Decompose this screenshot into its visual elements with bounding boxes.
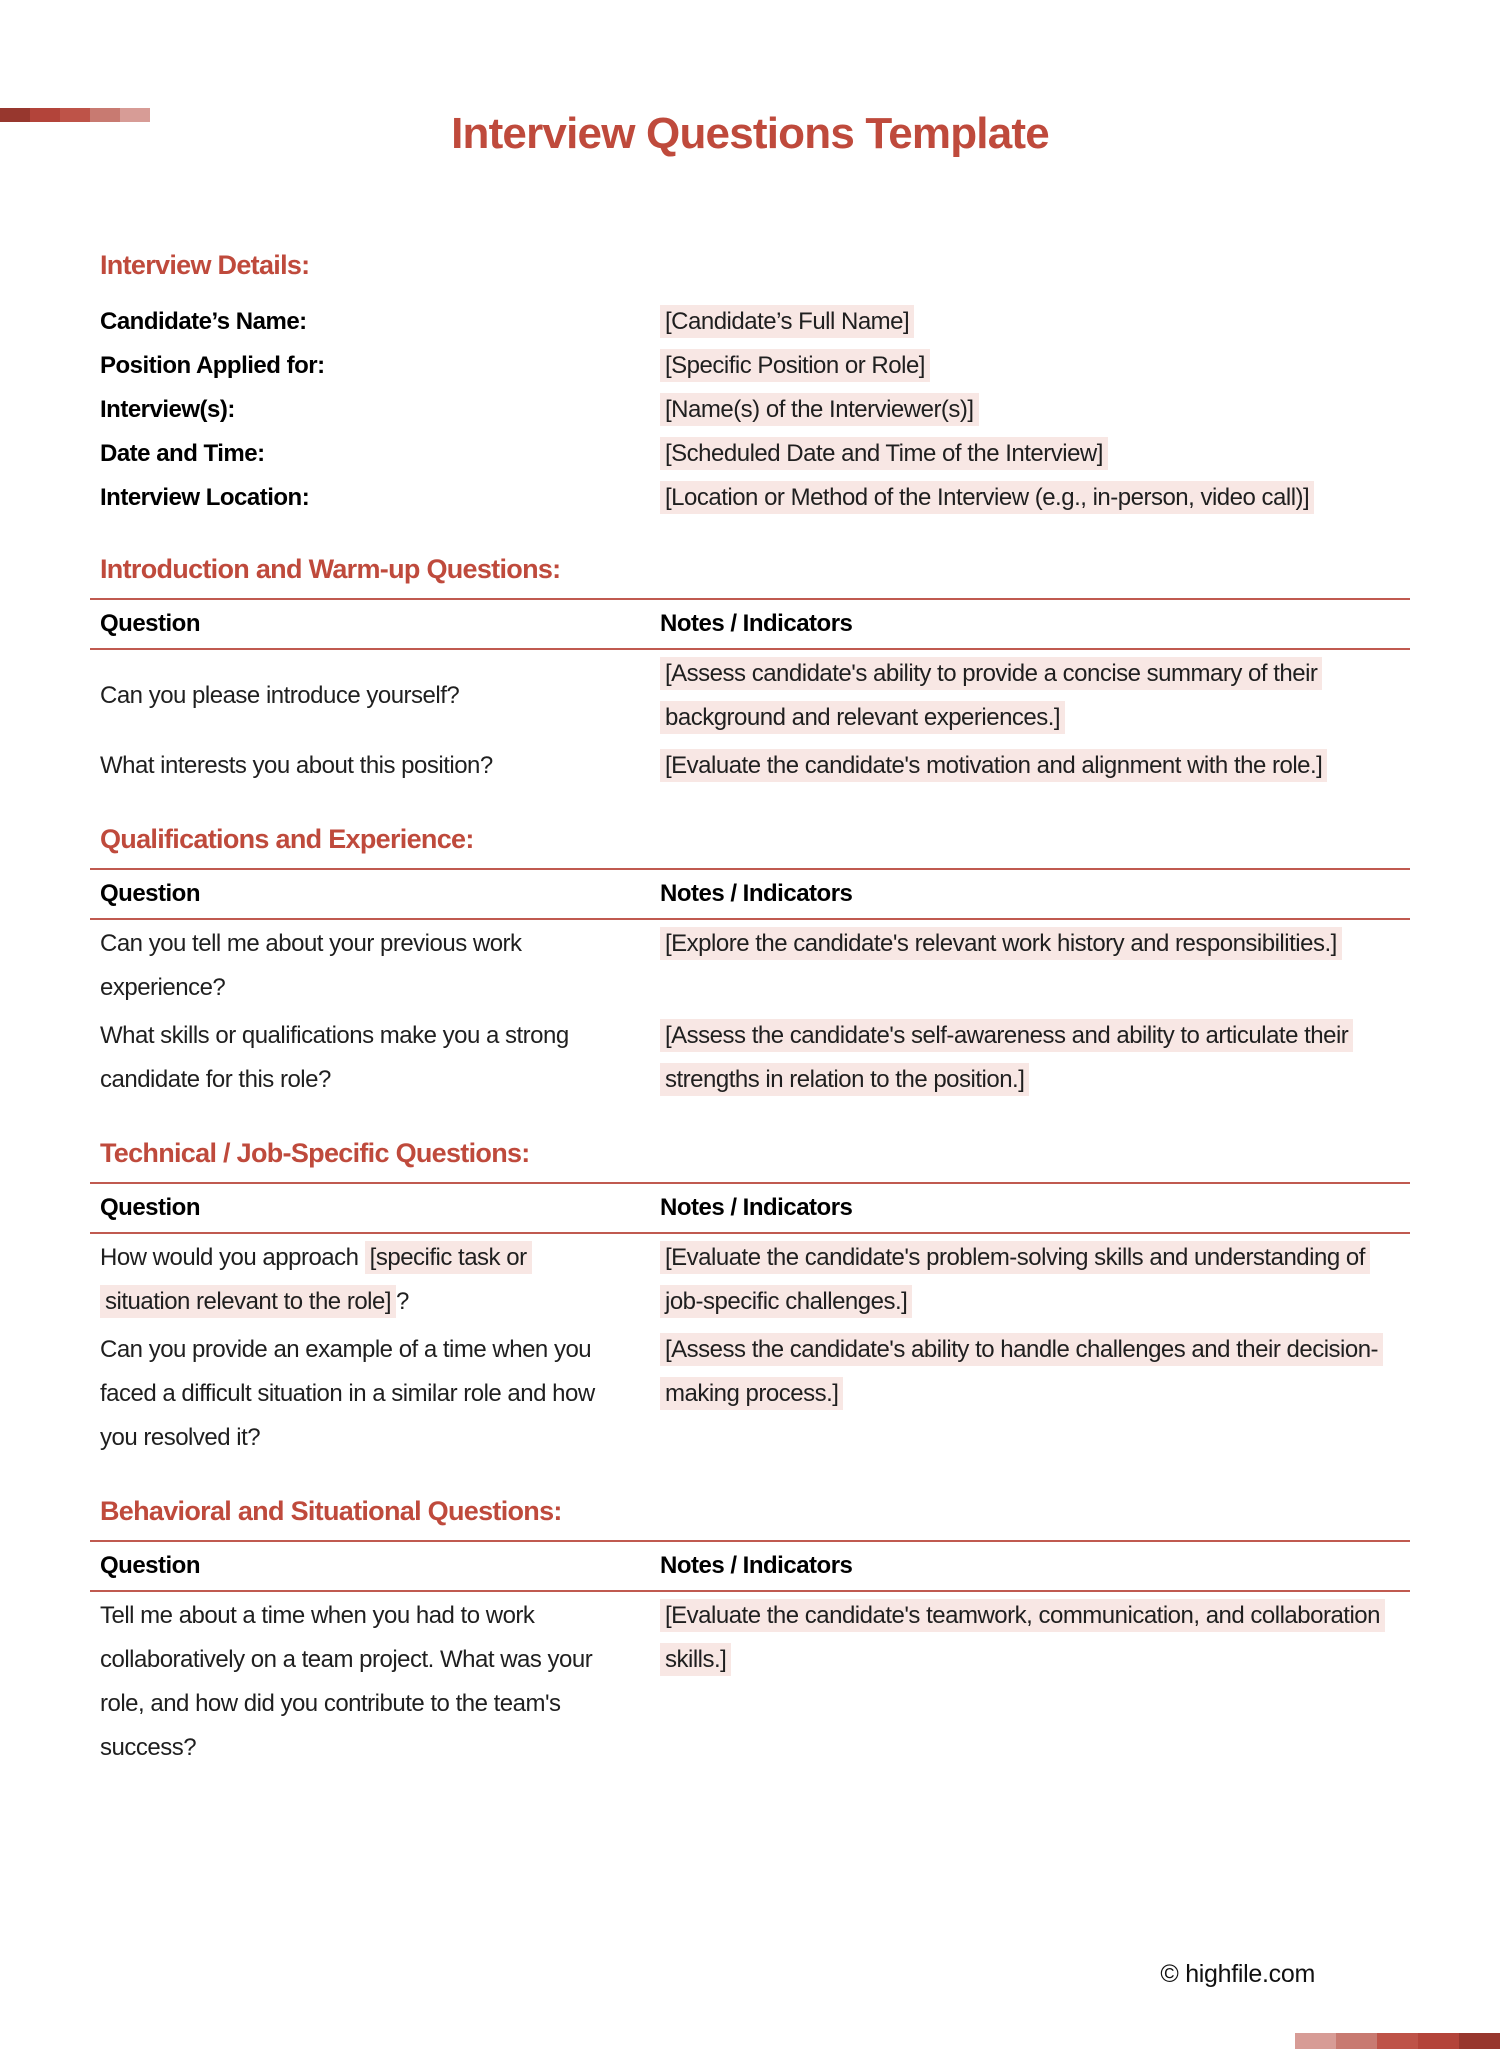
column-header-question: Question (90, 869, 650, 919)
table-row (90, 1326, 1410, 1462)
question-cell (90, 1233, 650, 1326)
strip-square (1377, 2033, 1418, 2049)
footer-copyright: © highfile.com (1160, 1960, 1315, 1988)
question-cell (90, 919, 650, 1012)
table-row (90, 1012, 1410, 1104)
table-row (90, 742, 1410, 790)
details-value (660, 432, 1360, 476)
table-header-row (90, 599, 1410, 649)
column-header-question: Question (90, 1183, 650, 1233)
details-value (660, 300, 1360, 344)
page-content (0, 246, 1500, 1772)
strip-square (90, 108, 120, 122)
strip-square (30, 108, 60, 122)
notes-cell (650, 1233, 1410, 1326)
table-header-row (90, 869, 1410, 919)
section-heading: Technical / Job-Specific Questions: (100, 1138, 530, 1168)
notes-cell (650, 1012, 1410, 1104)
column-header-notes: Notes / Indicators (650, 1541, 1410, 1591)
question-sections (100, 550, 1420, 1772)
question-section (100, 820, 1420, 1104)
question-cell (90, 1326, 650, 1462)
strip-square (1418, 2033, 1459, 2049)
details-label: Candidate’s Name: (100, 308, 307, 335)
questions-table (90, 598, 1410, 790)
details-value (660, 388, 1360, 432)
text-span: What skills or qualifications make you a strong candidate for this role? (100, 1022, 569, 1093)
text-span: ? (396, 1288, 409, 1315)
table-row (90, 1233, 1410, 1326)
highlight-span: [Assess the candidate's self-awareness and ability to articulate their strengths in relation to the position.] (660, 1019, 1353, 1096)
details-row (100, 476, 1420, 520)
details-value-highlight: [Name(s) of the Interviewer(s)] (660, 393, 979, 426)
strip-square (1459, 2033, 1500, 2049)
table-row (90, 649, 1410, 742)
text-span: Can you please introduce yourself? (100, 682, 460, 709)
details-row (100, 432, 1420, 476)
questions-table (90, 1540, 1410, 1772)
notes-cell (650, 742, 1410, 790)
details-heading: Interview Details: (100, 250, 310, 280)
strip-square (0, 108, 30, 122)
decorative-strip-bottom (1295, 2033, 1500, 2049)
details-label: Date and Time: (100, 440, 265, 467)
interview-details-section (100, 246, 1420, 520)
details-row (100, 344, 1420, 388)
text-span: Tell me about a time when you had to work collaboratively on a team project. What was your role, and how did you contribute to the team's success? (100, 1602, 593, 1761)
column-header-notes: Notes / Indicators (650, 869, 1410, 919)
table-header-row (90, 1183, 1410, 1233)
highlight-span: [Evaluate the candidate's problem-solving skills and understanding of job-specific challenges.] (660, 1241, 1370, 1318)
text-span: How would you approach (100, 1244, 365, 1271)
page-title: Interview Questions Template (451, 109, 1049, 158)
text-span: What interests you about this position? (100, 752, 493, 779)
question-section (100, 550, 1420, 790)
question-section (100, 1134, 1420, 1462)
details-value-highlight: [Specific Position or Role] (660, 349, 930, 382)
details-value-highlight: [Location or Method of the Interview (e.g., in-person, video call)] (660, 481, 1314, 514)
column-header-notes: Notes / Indicators (650, 1183, 1410, 1233)
highlight-span: [Assess the candidate's ability to handle challenges and their decision-making process.] (660, 1333, 1383, 1410)
strip-square (60, 108, 90, 122)
details-value (660, 344, 1360, 388)
highlight-span: [Evaluate the candidate's teamwork, communication, and collaboration skills.] (660, 1599, 1385, 1676)
text-span: Can you provide an example of a time when you faced a difficult situation in a similar role and how you resolved it? (100, 1336, 595, 1451)
details-row (100, 300, 1420, 344)
column-header-question: Question (90, 599, 650, 649)
decorative-strip-top (0, 108, 150, 122)
table-row (90, 1591, 1410, 1772)
section-heading: Behavioral and Situational Questions: (100, 1496, 562, 1526)
section-heading: Qualifications and Experience: (100, 824, 474, 854)
text-span: Can you tell me about your previous work experience? (100, 930, 522, 1001)
table-row (90, 919, 1410, 1012)
details-label: Position Applied for: (100, 352, 325, 379)
details-rows (100, 300, 1420, 520)
highlight-span: [Evaluate the candidate's motivation and alignment with the role.] (660, 749, 1327, 782)
question-cell (90, 1591, 650, 1772)
highlight-span: [Assess candidate's ability to provide a concise summary of their background and relevant experiences.] (660, 657, 1322, 734)
table-header-row (90, 1541, 1410, 1591)
section-heading: Introduction and Warm-up Questions: (100, 554, 561, 584)
notes-cell (650, 649, 1410, 742)
highlight-span: [specific task or situation relevant to the role] (100, 1241, 532, 1318)
details-value-highlight: [Candidate’s Full Name] (660, 305, 914, 338)
question-cell (90, 649, 650, 742)
questions-table (90, 868, 1410, 1104)
details-label: Interview Location: (100, 484, 310, 511)
highlight-span: [Explore the candidate's relevant work history and responsibilities.] (660, 927, 1342, 960)
questions-table (90, 1182, 1410, 1462)
column-header-question: Question (90, 1541, 650, 1591)
notes-cell (650, 1326, 1410, 1462)
question-cell (90, 1012, 650, 1104)
question-cell (90, 742, 650, 790)
notes-cell (650, 919, 1410, 1012)
strip-square (1295, 2033, 1336, 2049)
details-value (660, 476, 1360, 520)
question-section (100, 1492, 1420, 1772)
strip-square (1336, 2033, 1377, 2049)
details-row (100, 388, 1420, 432)
column-header-notes: Notes / Indicators (650, 599, 1410, 649)
details-label: Interview(s): (100, 396, 235, 423)
notes-cell (650, 1591, 1410, 1772)
details-value-highlight: [Scheduled Date and Time of the Interview] (660, 437, 1108, 470)
strip-square (120, 108, 150, 122)
